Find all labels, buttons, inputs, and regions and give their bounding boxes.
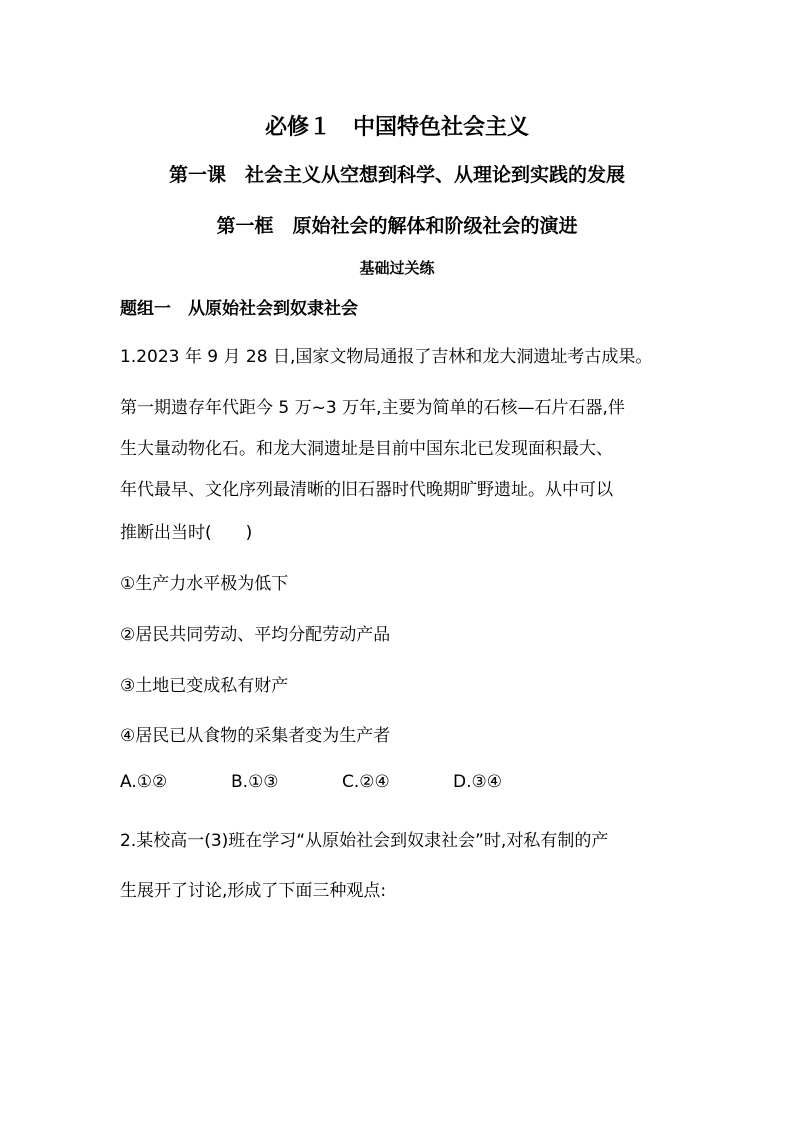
question-1-options [120,772,564,792]
option-d: D.③④ [453,772,502,792]
question-1-line-4: 年代最早、文化序列最清晰的旧石器时代晚期旷野遗址。从中可以 [120,480,613,500]
option-b: B.①③ [231,772,279,792]
question-1-item-3: ③土地已变成私有财产 [120,676,289,696]
question-1-item-1: ①生产力水平极为低下 [120,574,289,594]
exercise-label: 基础过关练 [359,259,435,277]
option-c: C.②④ [342,772,390,792]
question-1-line-5: 推断出当时( ) [120,523,253,543]
question-1-line-2: 第一期遗存年代距今 5 万~3 万年,主要为简单的石核—石片石器,伴 [120,398,625,418]
question-2-line-2: 生展开了讨论,形成了下面三种观点: [120,881,387,901]
section-title: 第一框 原始社会的解体和阶级社会的演进 [216,215,578,237]
question-1-item-4: ④居民已从食物的采集者变为生产者 [120,726,391,746]
question-1-item-2: ②居民共同劳动、平均分配劳动产品 [120,625,391,645]
group-title: 题组一 从原始社会到奴隶社会 [120,299,358,319]
document-title: 必修１ 中国特色社会主义 [264,115,529,140]
question-1-line-1: 1.2023 年 9 月 28 日,国家文物局通报了吉林和龙大洞遗址考古成果。 [120,347,653,367]
lesson-title: 第一课 社会主义从空想到科学、从理论到实践的发展 [168,164,625,186]
option-a: A.①② [120,772,168,792]
question-1-line-3: 生大量动物化石。和龙大洞遗址是目前中国东北已发现面积最大、 [120,439,613,459]
question-2-line-1: 2.某校高一(3)班在学习“从原始社会到奴隶社会”时,对私有制的产 [120,831,609,851]
